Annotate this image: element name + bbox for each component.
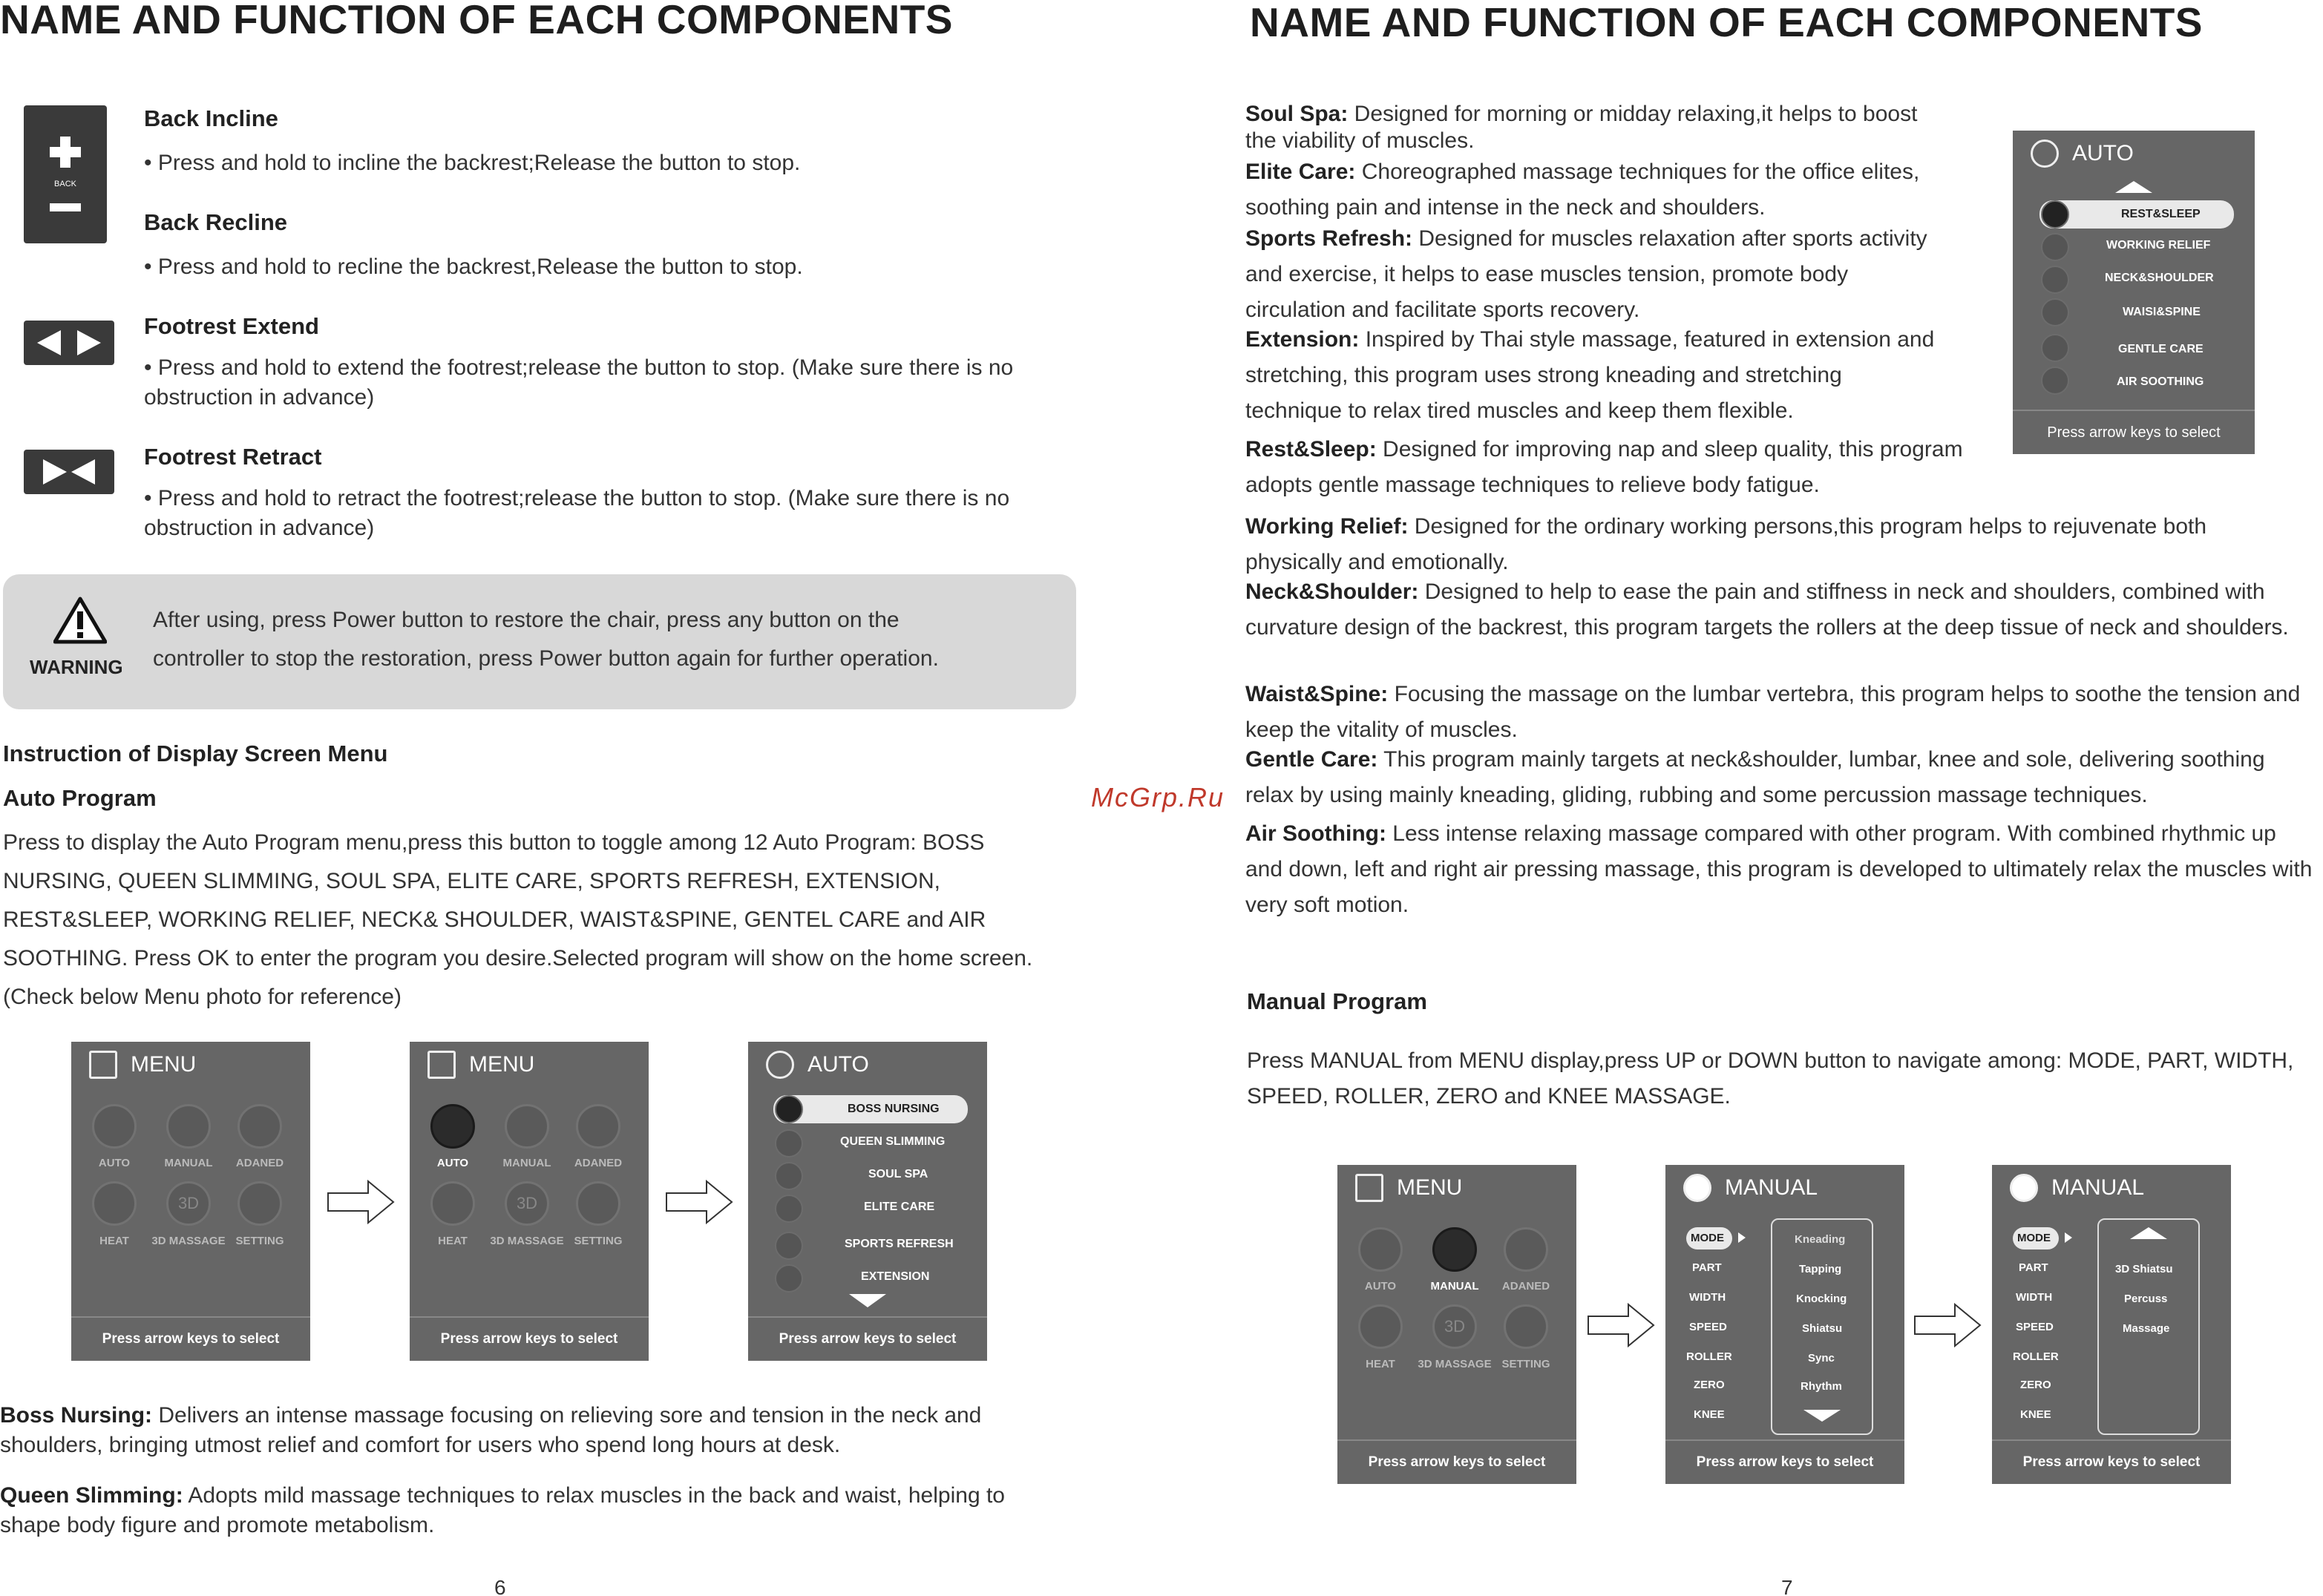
- menu-label-3d: 3D MASSAGE: [490, 1235, 564, 1247]
- mode-item: Massage: [2123, 1322, 2170, 1335]
- soul-spa-icon: [775, 1162, 803, 1190]
- menu-screen-title: MENU: [131, 1052, 197, 1077]
- mode-item: Percuss: [2124, 1293, 2168, 1305]
- mode-item: 3D Shiatsu: [2115, 1263, 2173, 1275]
- screen-footer: Press arrow keys to select: [1337, 1439, 1576, 1484]
- manual-option: PART: [1692, 1261, 1722, 1274]
- program-label: Sports Refresh:: [1245, 226, 1413, 251]
- menu-screen-title: MENU: [1397, 1175, 1463, 1200]
- scroll-up-icon: [2115, 181, 2152, 193]
- program-text: Less intense relaxing massage compared with other program. With combined rhythmic up and down, left and right air pressing massage, this program is developed to ultimately relax the muscles with very soft motion.: [1245, 821, 2313, 917]
- program-label: Gentle Care:: [1245, 747, 1378, 772]
- screen-footer: Press arrow keys to select: [410, 1316, 649, 1361]
- boss-nursing-icon: [775, 1095, 803, 1123]
- setting-gear-icon: [237, 1181, 282, 1226]
- auto-screen-title: AUTO: [2072, 141, 2134, 165]
- mode-item: Knocking: [1796, 1293, 1847, 1305]
- manual-option: MODE: [2017, 1232, 2051, 1244]
- warning-triangle-icon: [53, 597, 107, 644]
- advanced-body-icon: [237, 1104, 282, 1149]
- auto-program-heading: Auto Program: [3, 785, 157, 811]
- menu-label-auto: AUTO: [98, 1157, 131, 1169]
- program-gentle-care: [1245, 742, 2314, 813]
- back-icon-label: BACK: [54, 180, 76, 188]
- caret-right-icon: [2065, 1232, 2072, 1243]
- footrest-extend-text: • Press and hold to extend the footrest;release the button to stop. (Make sure there is no obstruction in advance): [144, 355, 1014, 410]
- auto-icon: [92, 1104, 137, 1149]
- manual-option: MODE: [1691, 1232, 1724, 1244]
- neck-shoulder-icon: [2041, 266, 2069, 294]
- program-text: Inspired by Thai style massage, featured in extension and stretching, this program uses strong kneading and stretching technique to relax tired muscles and keep them flexible.: [1245, 327, 1935, 423]
- mode-item: Kneading: [1795, 1233, 1846, 1246]
- manual-option: PART: [2019, 1261, 2048, 1274]
- mode-item: Sync: [1808, 1352, 1835, 1365]
- screen-footer: Press arrow keys to select: [2013, 410, 2255, 454]
- manual-hand-icon: [2010, 1174, 2038, 1202]
- menu-label-manual: MANUAL: [164, 1157, 213, 1169]
- manual-hand-icon: [1432, 1227, 1477, 1272]
- 3d-massage-icon: 3D: [166, 1181, 211, 1226]
- program-label: Air Soothing:: [1245, 821, 1386, 846]
- caret-right-icon: [1738, 1232, 1746, 1243]
- menu-label-setting: SETTING: [1501, 1358, 1550, 1370]
- manual-option: ROLLER: [1686, 1350, 1732, 1363]
- program-waist-spine: [1245, 677, 2323, 748]
- left-page-title: NAME AND FUNCTION OF EACH COMPONENTS: [0, 0, 953, 42]
- program-sports-refresh: [1245, 221, 1943, 328]
- program-label: Soul Spa:: [1245, 102, 1349, 126]
- auto-screen-title: AUTO: [807, 1052, 869, 1077]
- right-arrow-icon: [1913, 1303, 1982, 1347]
- mode-item: Shiatsu: [1802, 1322, 1843, 1335]
- program-elite-care: [1245, 154, 1943, 226]
- auto-item: SPORTS REFRESH: [845, 1238, 954, 1250]
- mode-item: Rhythm: [1801, 1380, 1842, 1393]
- scroll-up-icon: [2130, 1227, 2167, 1239]
- heat-flame-icon: [1358, 1304, 1403, 1349]
- manual-option: WIDTH: [2016, 1291, 2053, 1304]
- auto-item: NECK&SHOULDER: [2105, 272, 2214, 284]
- gentle-care-icon: [2041, 334, 2069, 362]
- menu-list-icon: [1355, 1174, 1383, 1202]
- program-text: Designed for improving nap and sleep quality, this program adopts gentle massage techniques to relieve body fatigue.: [1245, 437, 1963, 497]
- menu-label-adaned: ADANED: [235, 1157, 284, 1169]
- 3d-massage-icon: 3D: [1432, 1304, 1477, 1349]
- auto-cycle-icon: [2031, 139, 2059, 168]
- auto-item: REST&SLEEP: [2121, 208, 2201, 220]
- auto-item: WORKING RELIEF: [2106, 239, 2211, 252]
- queen-slimming-label: Queen Slimming:: [0, 1483, 183, 1508]
- auto-icon: [430, 1104, 475, 1149]
- auto-item: EXTENSION: [861, 1270, 930, 1283]
- scroll-down-icon: [1803, 1410, 1841, 1422]
- program-label: Elite Care:: [1245, 160, 1356, 184]
- auto-screen-2: [2013, 131, 2255, 454]
- menu-label-adaned: ADANED: [1501, 1280, 1550, 1293]
- auto-item: SOUL SPA: [868, 1168, 928, 1180]
- boss-nursing-description: [0, 1401, 1069, 1460]
- program-text: Designed to help to ease the pain and stiffness in neck and shoulders, combined with curvature design of the backrest, this program targets the rollers at the deep tissue of neck and shoulders.: [1245, 579, 2289, 640]
- menu-label-heat: HEAT: [1366, 1358, 1395, 1370]
- menu-label-manual: MANUAL: [1430, 1280, 1479, 1293]
- menu-list-icon: [427, 1051, 456, 1079]
- setting-gear-icon: [576, 1181, 620, 1226]
- auto-item: GENTLE CARE: [2118, 343, 2204, 355]
- auto-screen-1: [748, 1042, 987, 1361]
- manual-screen-title: MANUAL: [1725, 1175, 1818, 1200]
- queen-slimming-icon: [775, 1129, 803, 1157]
- mode-item: Tapping: [1799, 1263, 1842, 1275]
- screen-footer: Press arrow keys to select: [1992, 1439, 2231, 1484]
- footrest-extend-heading: Footrest Extend: [144, 313, 319, 339]
- program-text: Choreographed massage techniques for the office elites, soothing pain and intense in the neck and shoulders.: [1245, 160, 1920, 220]
- program-extension: [1245, 322, 1943, 429]
- scroll-down-icon: [849, 1294, 886, 1307]
- menu-label-auto: AUTO: [436, 1157, 469, 1169]
- auto-item: BOSS NURSING: [848, 1103, 940, 1115]
- manual-hand-icon: [505, 1104, 549, 1149]
- screen-footer: Press arrow keys to select: [748, 1316, 987, 1361]
- watermark: McGrp.Ru: [1091, 782, 1225, 812]
- back-recline-text: • Press and hold to recline the backrest,Release the button to stop.: [144, 254, 803, 279]
- back-recline-heading: Back Recline: [144, 209, 287, 235]
- page-number-left: 6: [494, 1576, 506, 1596]
- back-incline-heading: Back Incline: [144, 105, 278, 131]
- program-air-soothing: [1245, 816, 2314, 923]
- queen-slimming-text: Adopts mild massage techniques to relax muscles in the back and waist, helping to shape body figure and promote metabolism.: [0, 1483, 1005, 1537]
- manual-option: SPEED: [2016, 1321, 2054, 1333]
- auto-item: WAISI&SPINE: [2123, 306, 2201, 318]
- warning-box: [3, 574, 1076, 709]
- setting-gear-icon: [1504, 1304, 1548, 1349]
- manual-option: ROLLER: [2013, 1350, 2059, 1363]
- sports-refresh-icon: [775, 1232, 803, 1260]
- manual-screen-title: MANUAL: [2051, 1175, 2145, 1200]
- manual-hand-icon: [166, 1104, 211, 1149]
- program-text: This program mainly targets at neck&shoulder, lumbar, knee and sole, delivering soothing relax by using mainly kneading, gliding, rubbing and some percussion massage techniques.: [1245, 747, 2265, 807]
- menu-label-heat: HEAT: [438, 1235, 468, 1247]
- manual-hand-icon: [1683, 1174, 1711, 1202]
- advanced-body-icon: [1504, 1227, 1548, 1272]
- manual-option: ZERO: [2020, 1379, 2051, 1391]
- program-label: Rest&Sleep:: [1245, 437, 1377, 462]
- program-label: Working Relief:: [1245, 514, 1409, 539]
- menu-label-adaned: ADANED: [574, 1157, 623, 1169]
- menu-screen-3: [1337, 1165, 1576, 1484]
- auto-program-text: Press to display the Auto Program menu,press this button to toggle among 12 Auto Program: BOSS NURSING, QUEEN SLIMMING, SOUL SPA, ELITE CARE, SPORTS REFRESH, EXTENSION, REST&SLEEP, WORKING RELIEF, NECK& SHOULDER, WAIST&SPINE, GENTEL CARE and AIR SOOTHING. Press OK to enter the program you desire.Selected program will show on the home screen. (Check below Menu photo for reference): [3, 830, 1033, 1009]
- back-incline-text: • Press and hold to incline the backrest;Release the button to stop.: [144, 151, 801, 175]
- menu-label-setting: SETTING: [235, 1235, 284, 1247]
- footrest-retract-text: • Press and hold to retract the footrest;release the button to stop. (Make sure there is no obstruction in advance): [144, 486, 1010, 540]
- menu-label-manual: MANUAL: [502, 1157, 551, 1169]
- advanced-body-icon: [576, 1104, 620, 1149]
- extension-icon: [775, 1264, 803, 1293]
- warning-label: WARNING: [30, 656, 123, 678]
- program-working-relief: [1245, 509, 2299, 580]
- waist-spine-icon: [2041, 298, 2069, 326]
- manual-option: KNEE: [1694, 1408, 1725, 1421]
- rest-sleep-icon: [2041, 200, 2069, 229]
- elite-care-icon: [775, 1195, 803, 1223]
- program-label: Waist&Spine:: [1245, 682, 1389, 706]
- manual-option: SPEED: [1689, 1321, 1727, 1333]
- screen-footer: Press arrow keys to select: [1665, 1439, 1904, 1484]
- manual-option: KNEE: [2020, 1408, 2051, 1421]
- warning-line-1: After using, press Power button to restore the chair, press any button on the: [153, 608, 900, 632]
- program-label: Extension:: [1245, 327, 1360, 352]
- menu-label-setting: SETTING: [574, 1235, 623, 1247]
- manual-screen-1: [1665, 1165, 1904, 1484]
- auto-item: QUEEN SLIMMING: [840, 1135, 946, 1148]
- auto-icon: [1358, 1227, 1403, 1272]
- boss-nursing-label: Boss Nursing:: [0, 1403, 153, 1428]
- menu-label-3d: 3D MASSAGE: [151, 1235, 226, 1247]
- auto-item: AIR SOOTHING: [2117, 375, 2204, 388]
- manual-option: WIDTH: [1689, 1291, 1726, 1304]
- menu-label-heat: HEAT: [99, 1235, 129, 1247]
- auto-item: ELITE CARE: [864, 1201, 935, 1213]
- right-page-title: NAME AND FUNCTION OF EACH COMPONENTS: [1250, 0, 2203, 45]
- right-arrow-icon: [665, 1180, 733, 1224]
- right-arrow-icon: [1587, 1303, 1655, 1347]
- footrest-retract-icon: [24, 450, 114, 494]
- back-adjust-icon: [24, 105, 107, 243]
- queen-slimming-description: [0, 1481, 1069, 1540]
- working-relief-icon: [2041, 233, 2069, 261]
- program-text: Designed for morning or midday relaxing,it helps to boost the viability of muscles.: [1245, 102, 1918, 153]
- menu-list-icon: [89, 1051, 117, 1079]
- program-text: Designed for the ordinary working persons,this program helps to rejuvenate both physically and emotionally.: [1245, 514, 2207, 574]
- heat-flame-icon: [430, 1181, 475, 1226]
- footrest-retract-heading: Footrest Retract: [144, 444, 322, 470]
- heat-flame-icon: [92, 1181, 137, 1226]
- right-arrow-icon: [327, 1180, 395, 1224]
- page-number-right: 7: [1781, 1576, 1793, 1596]
- manual-program-text: Press MANUAL from MENU display,press UP or DOWN button to navigate among: MODE, PART, WIDTH, SPEED, ROLLER, ZERO and KNEE MASSAGE.: [1247, 1048, 2294, 1109]
- menu-screen-2: [410, 1042, 649, 1361]
- program-neck-shoulder: [1245, 574, 2299, 646]
- screen-footer: Press arrow keys to select: [71, 1316, 310, 1361]
- menu-label-auto: AUTO: [1364, 1280, 1397, 1293]
- 3d-massage-icon: 3D: [505, 1181, 549, 1226]
- warning-line-2: controller to stop the restoration, press Power button again for further operation.: [153, 646, 939, 671]
- menu-label-3d: 3D MASSAGE: [1418, 1358, 1492, 1370]
- footrest-extend-icon: [24, 321, 114, 365]
- program-text: Designed for muscles relaxation after sports activity and exercise, it helps to ease muscles tension, promote body circulation and facilitate sports recovery.: [1245, 226, 1927, 322]
- air-soothing-icon: [2041, 367, 2069, 395]
- program-rest-sleep: [1245, 432, 1980, 503]
- boss-nursing-text: Delivers an intense massage focusing on relieving sore and tension in the neck and shoulders, bringing utmost relief and comfort for users who spend long hours at desk.: [0, 1403, 982, 1457]
- auto-cycle-icon: [766, 1051, 794, 1079]
- manual-option: ZERO: [1694, 1379, 1725, 1391]
- instruction-heading: Instruction of Display Screen Menu: [3, 740, 388, 766]
- manual-screen-2: [1992, 1165, 2231, 1484]
- manual-program-heading: Manual Program: [1247, 988, 1427, 1014]
- menu-screen-1: [71, 1042, 310, 1361]
- program-soul-spa: [1245, 101, 1943, 154]
- menu-screen-title: MENU: [469, 1052, 535, 1077]
- program-label: Neck&Shoulder:: [1245, 579, 1419, 604]
- program-text: Focusing the massage on the lumbar vertebra, this program helps to soothe the tension and keep the vitality of muscles.: [1245, 682, 2301, 742]
